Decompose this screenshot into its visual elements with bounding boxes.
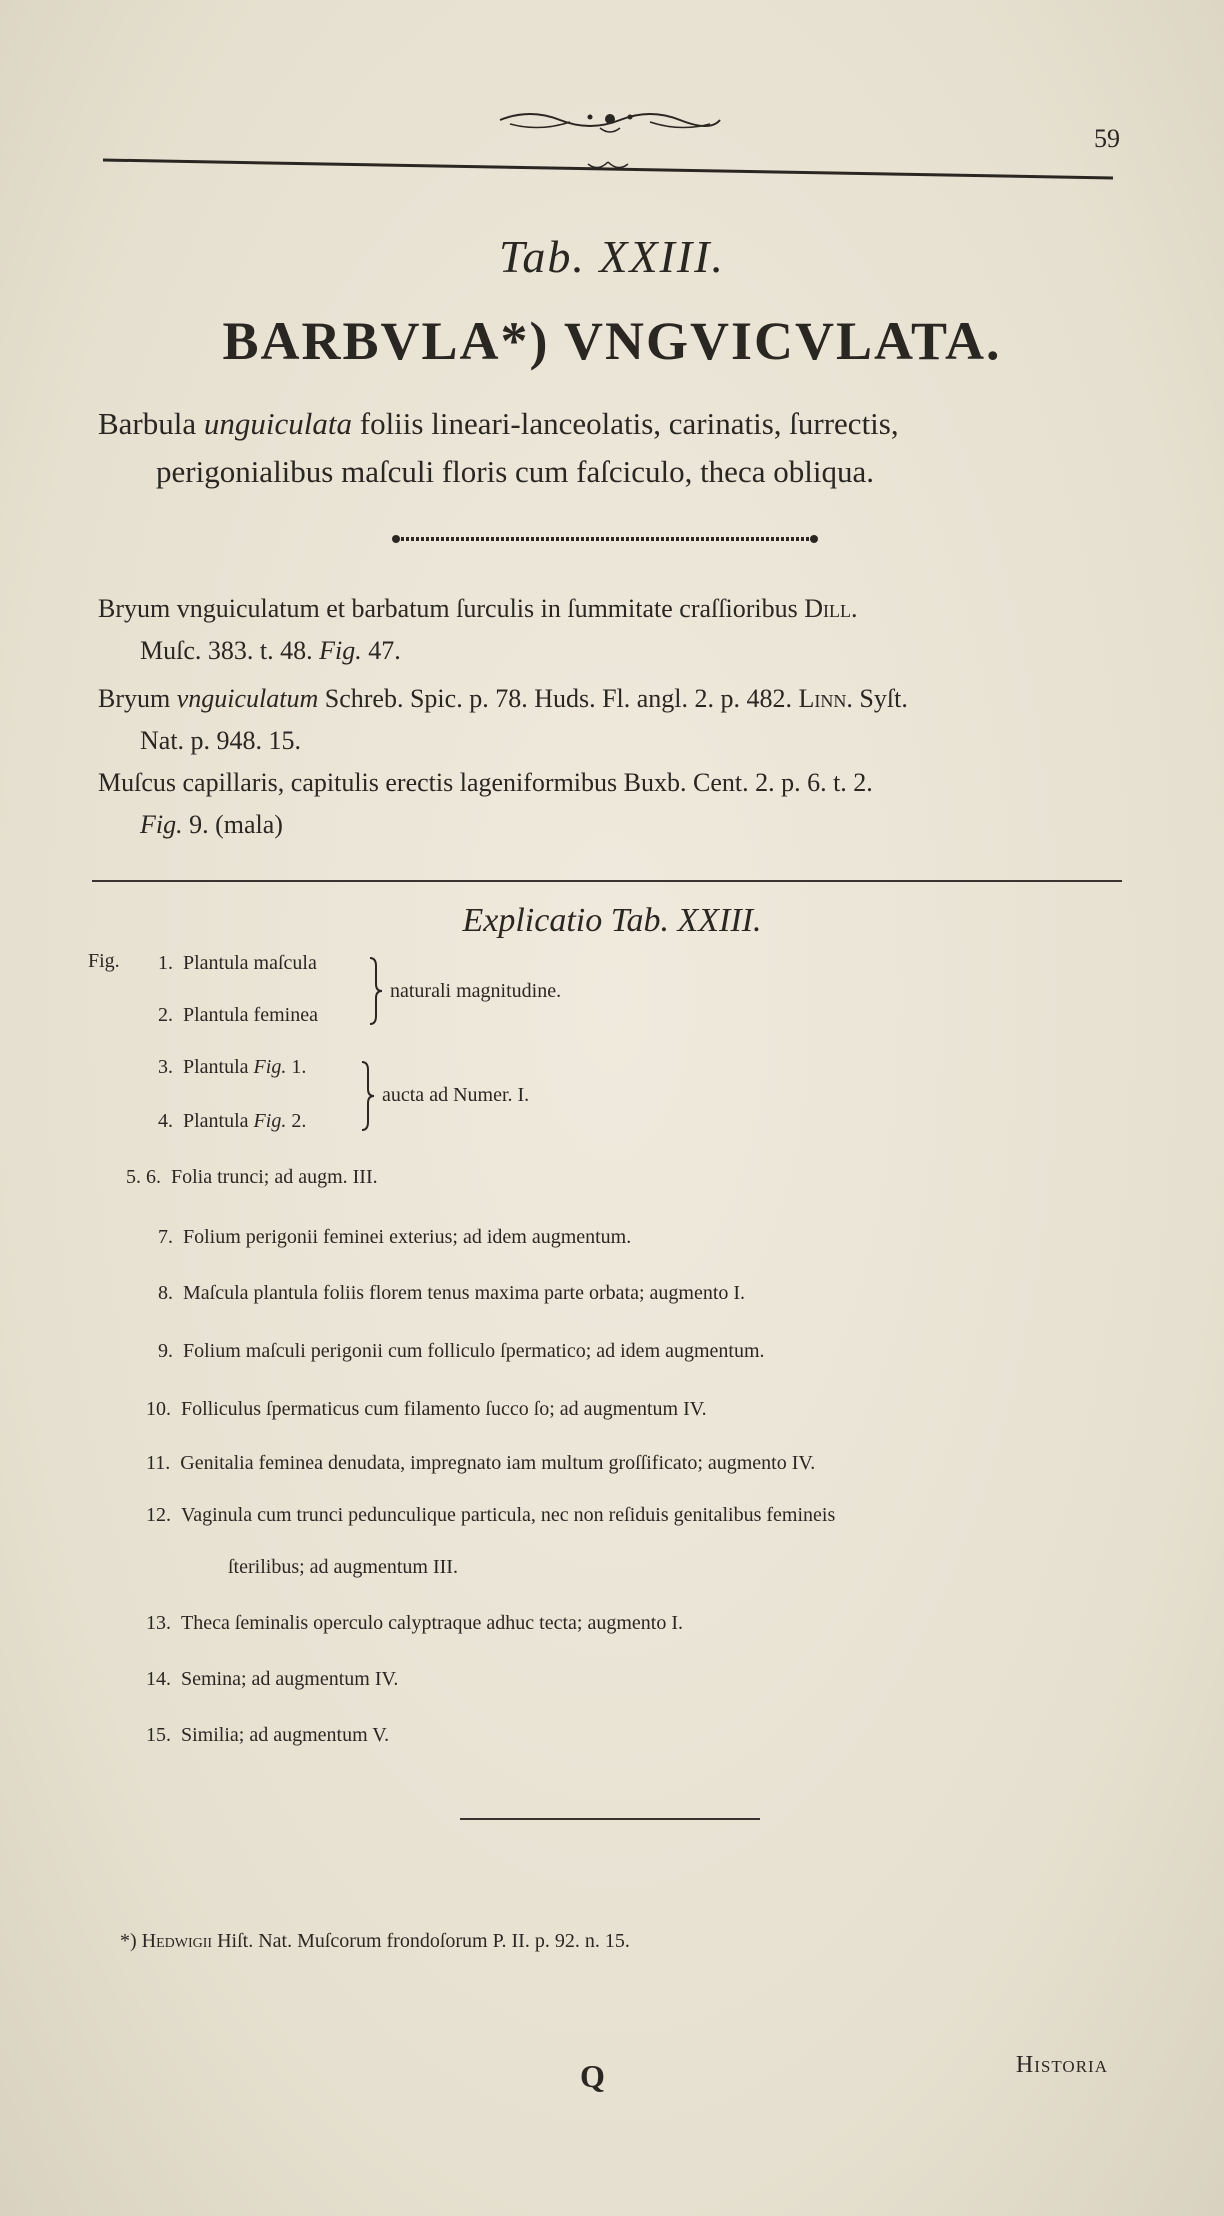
catchword: Historia <box>1015 2052 1108 2078</box>
fig-label: Fig. <box>88 950 120 972</box>
list-item: 4. Plantula Fig. 2. <box>158 1110 307 1132</box>
section-divider-ornament <box>390 532 820 546</box>
tab-title: Tab. XXIII. <box>498 231 725 282</box>
species-description: Barbula unguiculata foliis lineari-lanceolatis, carinatis, ſurrectis, perigonialibus maſculi floris cum faſciculo, theca obliqua. <box>98 406 899 489</box>
page-number: 59 <box>1094 124 1120 153</box>
list-item: 1. Plantula maſcula <box>158 952 317 974</box>
main-title: BARBVLA*) VNGVICVLATA. <box>222 311 1002 371</box>
list-item: 12. Vaginula cum trunci pedunculique particula, nec non reſiduis genitalibus femineis <box>146 1504 836 1526</box>
footnote: *) Hedwigii Hiſt. Nat. Muſcorum frondoſorum P. II. p. 92. n. 15. <box>120 1930 630 1952</box>
section-rule <box>92 880 1122 882</box>
header-ornament <box>490 104 730 134</box>
synonym-1: Bryum vnguiculatum et barbatum ſurculis in ſummitate craſſioribus Dill. Muſc. 383. t. 48. Fig. 47. <box>98 594 858 665</box>
list-item: 13. Theca ſeminalis operculo calyptraque adhuc tecta; augmento I. <box>146 1612 684 1634</box>
brace-note-1: naturali magnitudine. <box>390 980 562 1002</box>
list-item: 3. Plantula Fig. 1. <box>158 1056 307 1078</box>
list-item: 11. Genitalia feminea denudata, impregnato iam multum groſſificato; augmento IV. <box>146 1452 816 1474</box>
list-item: 14. Semina; ad augmentum IV. <box>146 1668 399 1690</box>
brace-icon <box>360 1060 376 1132</box>
footnote-rule <box>460 1818 760 1820</box>
list-item: 2. Plantula feminea <box>158 1004 318 1026</box>
list-item: 8. Maſcula plantula foliis florem tenus maxima parte orbata; augmento I. <box>158 1282 746 1304</box>
synonym-2: Bryum vnguiculatum Schreb. Spic. p. 78. Huds. Fl. angl. 2. p. 482. Linn. Syſt. Nat. p. 948. 15. <box>98 684 908 755</box>
list-item: 7. Folium perigonii feminei exterius; ad idem augmentum. <box>158 1226 632 1248</box>
brace-note-2: aucta ad Numer. I. <box>382 1084 530 1106</box>
list-item-continuation: ſterilibus; ad augmentum III. <box>228 1556 458 1578</box>
signature-mark: Q <box>580 2058 605 2094</box>
list-item: 15. Similia; ad augmentum V. <box>146 1724 390 1746</box>
explicatio-title: Explicatio Tab. XXIII. <box>462 902 762 939</box>
list-item: 5. 6. Folia trunci; ad augm. III. <box>126 1166 378 1188</box>
header-rule <box>103 150 1113 190</box>
list-item: 9. Folium maſculi perigonii cum folliculo ſpermatico; ad idem augmentum. <box>158 1340 765 1362</box>
synonym-3: Muſcus capillaris, capitulis erectis lageniformibus Buxb. Cent. 2. p. 6. t. 2. Fig. 9. (mala) <box>98 768 873 839</box>
list-item: 10. Folliculus ſpermaticus cum filamento ſucco ſo; ad augmentum IV. <box>146 1398 707 1420</box>
brace-icon <box>368 956 384 1026</box>
